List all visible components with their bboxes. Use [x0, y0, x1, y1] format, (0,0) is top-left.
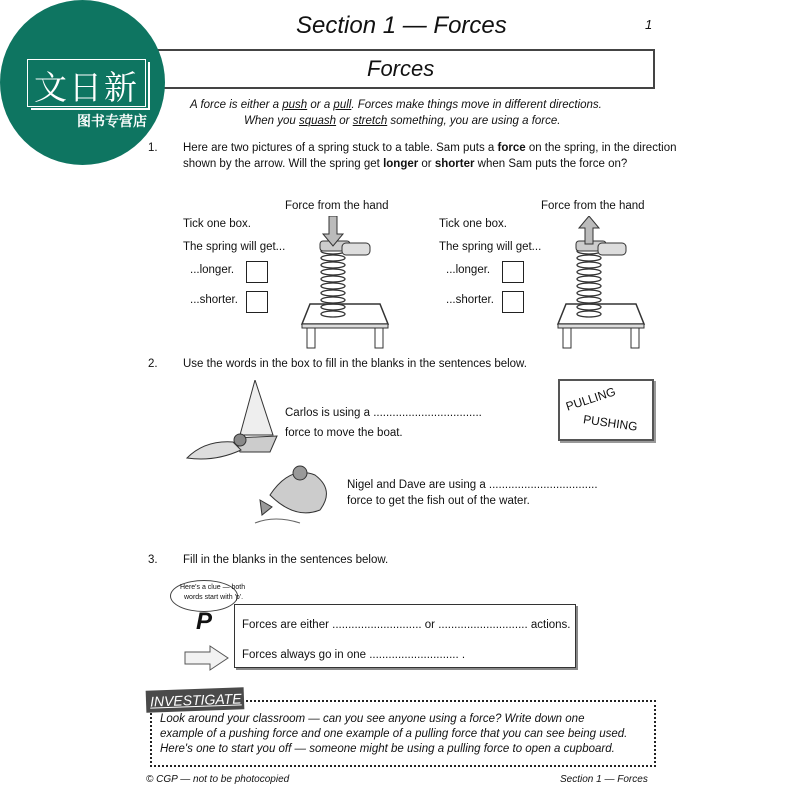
text: Here are two pictures of a spring stuck to a table. Sam puts a — [183, 142, 498, 154]
panel-1-longer-checkbox[interactable] — [246, 261, 268, 283]
text: pull — [333, 99, 352, 111]
q1-line-1 — [183, 142, 677, 154]
investigate-line-2: example of a pushing force and one example of a pulling force that you can see being used. — [160, 728, 628, 740]
panel-2-opt-longer: ...longer. — [446, 264, 491, 276]
investigate-line-1: Look around your classroom — can you see anyone using a force? Write down one — [160, 713, 585, 725]
nigel-line-2: force to get the fish out of the water. — [347, 495, 530, 507]
panel-2-longer-checkbox[interactable] — [502, 261, 524, 283]
intro-line-2 — [244, 115, 560, 127]
q3-number: 3. — [148, 554, 158, 566]
text: shorter — [434, 158, 475, 170]
panel-2-opt-shorter: ...shorter. — [446, 294, 494, 306]
logo-subtitle: 图书专营店 — [77, 113, 147, 129]
page-number: 1 — [645, 17, 653, 32]
text: When you — [244, 115, 299, 127]
text: shown by the arrow. Will the spring get — [183, 158, 384, 170]
arrow-icon — [184, 645, 230, 671]
footer-section: Section 1 — Forces — [560, 774, 648, 785]
panel-2-tick: Tick one box. — [439, 218, 507, 230]
p-mascot-icon: P — [196, 608, 213, 635]
word-pulling: PULLING — [564, 384, 618, 414]
panel-1-opt-longer: ...longer. — [190, 264, 235, 276]
investigate-label: INVESTIGATE — [146, 687, 245, 712]
q2-number: 2. — [148, 358, 158, 370]
panel-1-opt-shorter: ...shorter. — [190, 294, 238, 306]
text: squash — [298, 115, 337, 127]
q1-line-2 — [183, 158, 627, 170]
text: or — [418, 158, 435, 170]
q1-number: 1. — [148, 142, 158, 154]
text: something, you are using a force. — [387, 115, 561, 127]
text: . Forces make things move in different directions. — [351, 99, 602, 111]
panel-1-prompt: The spring will get... — [183, 241, 286, 253]
word-pushing: PUSHING — [582, 412, 639, 434]
panel-2-prompt: The spring will get... — [439, 241, 542, 253]
spring-pull-illustration — [536, 216, 646, 351]
q2-text: Use the words in the box to fill in the blanks in the sentences below. — [183, 358, 527, 370]
text: on the spring, in the direction — [525, 142, 677, 154]
clue-line-2: words start with 'p'. — [184, 594, 244, 601]
text: or a — [307, 99, 334, 111]
text: stretch — [352, 115, 388, 127]
intro-line-1 — [190, 99, 602, 111]
panel-2-shorter-checkbox[interactable] — [502, 291, 524, 313]
panel-1-caption: Force from the hand — [285, 200, 389, 212]
logo-divider — [35, 108, 150, 109]
text: or — [336, 115, 353, 127]
q3-sentence-2: Forces always go in one ............................ . — [242, 649, 466, 661]
logo-brand: 文日新 — [34, 68, 139, 107]
text: A force is either a — [190, 99, 283, 111]
section-title: Section 1 — Forces — [296, 12, 507, 39]
q3-sentence-1: Forces are either ............................ or ............................ actions. — [242, 619, 571, 631]
clue-line-1: Here's a clue — both — [180, 584, 246, 591]
carlos-line-1: Carlos is using a .................................. — [285, 407, 482, 419]
panel-1-tick: Tick one box. — [183, 218, 251, 230]
carlos-line-2: force to move the boat. — [285, 427, 403, 439]
q3-text: Fill in the blanks in the sentences below. — [183, 554, 389, 566]
footer-copyright: © CGP — not to be photocopied — [146, 774, 290, 785]
text: push — [282, 99, 308, 111]
spring-push-illustration — [280, 216, 390, 351]
page-title: Forces — [367, 56, 435, 81]
text: when Sam puts the force on? — [474, 158, 628, 170]
text: force — [497, 142, 526, 154]
fishing-illustration — [250, 455, 345, 530]
panel-1-shorter-checkbox[interactable] — [246, 291, 268, 313]
investigate-line-3: Here's one to start you off — someone might be using a pulling force to open a cupboard. — [160, 743, 615, 755]
panel-2-caption: Force from the hand — [541, 200, 645, 212]
text: longer — [383, 158, 419, 170]
nigel-line-1: Nigel and Dave are using a .................................. — [347, 479, 598, 491]
